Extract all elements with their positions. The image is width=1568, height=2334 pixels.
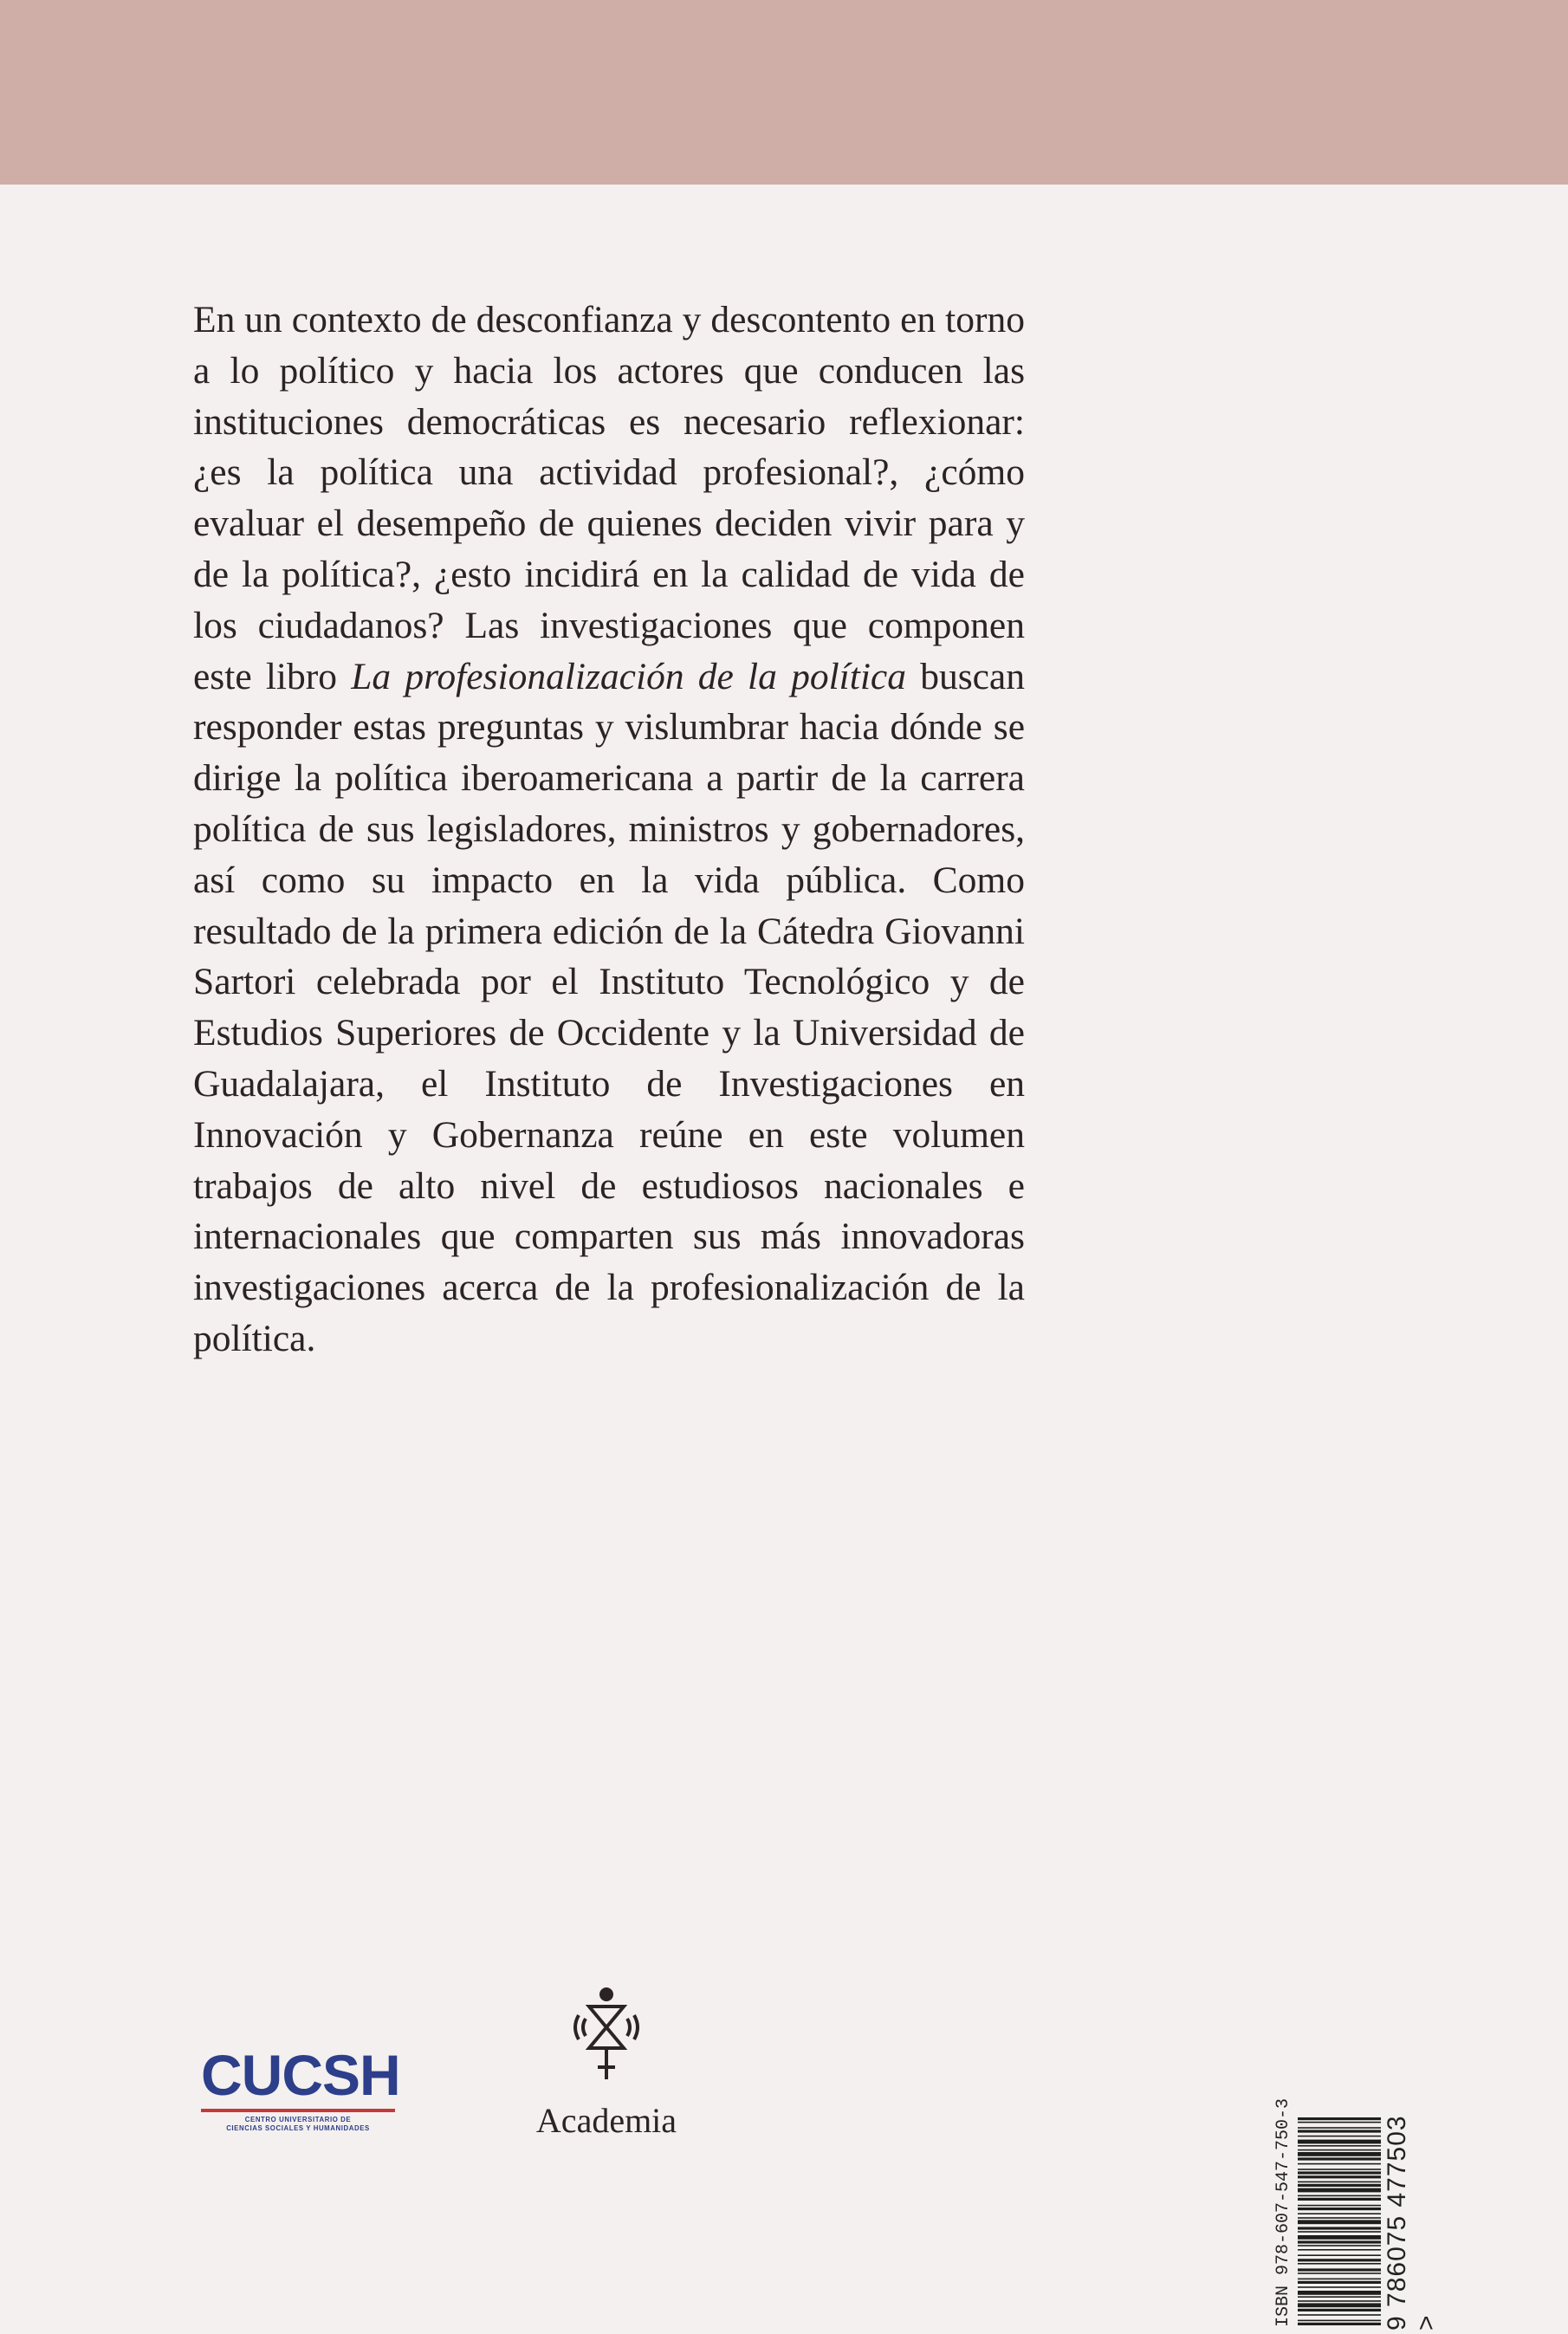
barcode-bar xyxy=(1298,2235,1381,2240)
barcode-bar xyxy=(1298,2263,1381,2265)
barcode-bar xyxy=(1298,2286,1381,2288)
barcode-bar xyxy=(1298,2184,1381,2187)
barcode-bar xyxy=(1298,2169,1381,2170)
academia-emblem-icon xyxy=(572,1984,641,2088)
barcode-bar xyxy=(1298,2157,1381,2160)
barcode-bar xyxy=(1298,2309,1381,2311)
barcode-bar xyxy=(1298,2281,1381,2284)
barcode-digits xyxy=(1383,2097,1442,2331)
barcode-bar xyxy=(1298,2300,1381,2302)
barcode-bar xyxy=(1298,2171,1381,2174)
barcode-bar xyxy=(1298,2245,1381,2246)
barcode-bar xyxy=(1298,2152,1381,2156)
blurb-text-start: En un contexto de desconfianza y descontento en torno a lo político y hacia los actores que conducen las instituciones democráticas es necesario reflexionar: ¿es la política una actividad profesional?, ¿cómo evaluar el desempeño de quienes deciden vivir para y de la política?, ¿esto incidirá en la calidad de vida de los ciudadanos? Las investigaciones que componen este libro xyxy=(193,299,1025,697)
top-color-band xyxy=(0,0,1568,185)
cucsh-subtitle-line-1: CENTRO UNIVERSITARIO DE xyxy=(244,2116,352,2123)
barcode-bar xyxy=(1298,2279,1381,2280)
barcode-bar xyxy=(1298,2213,1381,2214)
barcode-bar xyxy=(1298,2220,1381,2224)
barcode-bar xyxy=(1298,2205,1381,2207)
barcode-bar xyxy=(1298,2149,1381,2151)
barcode-bar xyxy=(1298,2182,1381,2183)
academia-logo xyxy=(520,1984,693,2142)
barcode-number: 9 786075 477503 xyxy=(1383,2115,1411,2331)
barcode-bar xyxy=(1298,2259,1381,2261)
cucsh-logo-wordmark: CUCSH xyxy=(201,2043,400,2107)
blurb-text-end: buscan responder estas preguntas y vislumbrar hacia dónde se dirige la política iberoamericana a partir de la carrera política de sus legisladores, ministros y gobernadores, así como su impacto en la vida pública. Como resultado de la primera edición de la Cátedra Giovanni Sartori celebrada por el Instituto Tecnológico y de Estudios Superiores de Occidente y la Universidad de Guadalajara, el Instituto de Investigaciones en Innovación y Gobernanza reúne en este volumen trabajos de alto nivel de estudiosos nacionales e internacionales que comparten sus más innovadoras investigaciones acerca de la profesionalización de la política. xyxy=(193,655,1025,1359)
barcode-bar xyxy=(1298,2254,1381,2256)
barcode-quiet-zone-marker: > xyxy=(1412,2314,1441,2331)
cucsh-logo-rule xyxy=(201,2109,395,2112)
barcode-bar xyxy=(1298,2188,1381,2193)
barcode-bar xyxy=(1298,2122,1381,2123)
academia-label: Academia xyxy=(535,2101,677,2140)
barcode-bar xyxy=(1298,2195,1381,2197)
barcode-bar xyxy=(1298,2163,1381,2165)
barcode-bar xyxy=(1298,2130,1381,2132)
cucsh-subtitle-line-2: CIENCIAS SOCIALES Y HUMANIDADES xyxy=(226,2124,370,2132)
isbn-label: ISBN 978-607-547-750-3 xyxy=(1273,2097,1293,2327)
back-cover-blurb xyxy=(193,295,1025,1365)
barcode-bar xyxy=(1298,2303,1381,2307)
barcode-bar xyxy=(1298,2208,1381,2210)
barcode-bar xyxy=(1298,2272,1381,2274)
barcode-bar xyxy=(1298,2136,1381,2137)
barcode-bar xyxy=(1298,2231,1381,2233)
barcode-bar xyxy=(1298,2227,1381,2229)
barcode-bar xyxy=(1298,2291,1381,2295)
barcode-bar xyxy=(1298,2268,1381,2271)
barcode-bar xyxy=(1298,2117,1381,2120)
barcode-bar xyxy=(1298,2240,1381,2243)
barcode-bar xyxy=(1298,2140,1381,2144)
barcode-bar xyxy=(1298,2320,1381,2322)
cucsh-logo-subtitle xyxy=(201,2116,395,2133)
barcode-bar xyxy=(1298,2127,1381,2129)
barcode-bar xyxy=(1298,2249,1381,2251)
cucsh-logo xyxy=(201,2043,400,2133)
barcode-bar xyxy=(1298,2175,1381,2178)
barcode-bar xyxy=(1298,2198,1381,2201)
barcode-bars xyxy=(1298,2114,1381,2331)
barcode-bar xyxy=(1298,2323,1381,2325)
barcode-bar xyxy=(1298,2296,1381,2298)
barcode-bar xyxy=(1298,2314,1381,2316)
barcode-bar xyxy=(1298,2145,1381,2147)
barcode-bar xyxy=(1298,2217,1381,2219)
book-title: La profesionalización de la política xyxy=(351,655,906,697)
isbn-barcode xyxy=(1273,2097,1441,2331)
